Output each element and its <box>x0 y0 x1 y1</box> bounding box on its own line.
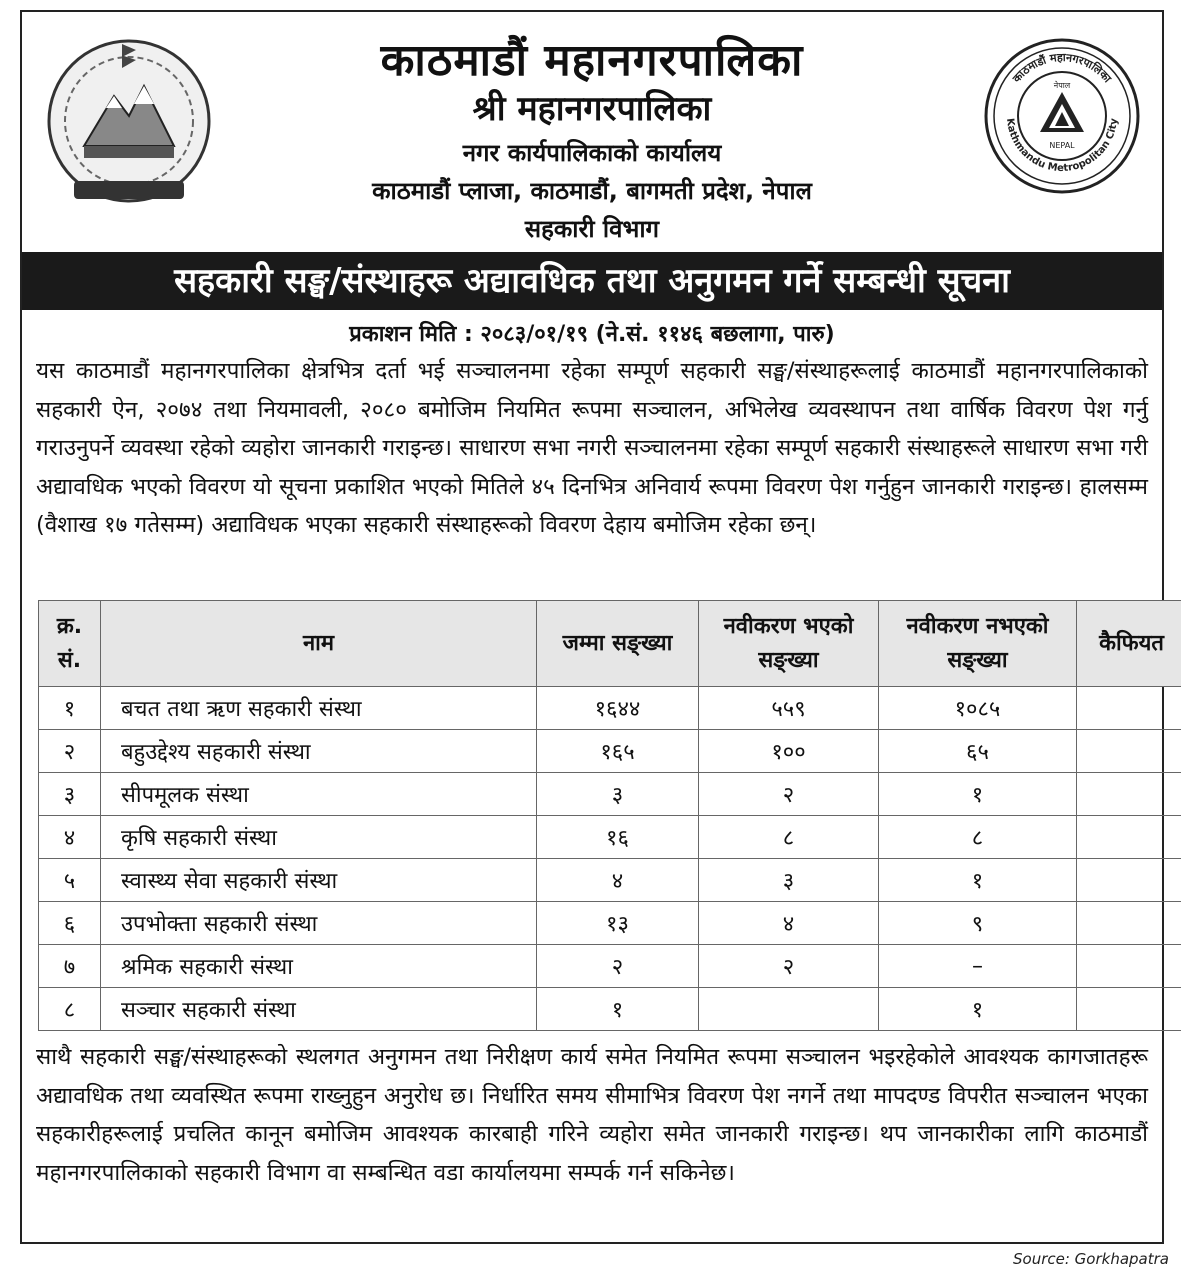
cell-remarks <box>1077 773 1181 816</box>
header-total: जम्मा सङ्ख्या <box>537 601 699 687</box>
cell-name: श्रमिक सहकारी संस्था <box>101 945 537 988</box>
cell-remarks <box>1077 816 1181 859</box>
cell-remarks <box>1077 988 1181 1031</box>
publish-date: प्रकाशन मिति : २०८३/०१/१९ (ने.सं. ११४६ बछलागा, पारु) <box>349 322 835 347</box>
cell-not-renewed: १ <box>879 988 1077 1031</box>
cell-serial: १ <box>39 687 101 730</box>
cell-not-renewed: ८ <box>879 816 1077 859</box>
cell-name: बहुउद्देश्य सहकारी संस्था <box>101 730 537 773</box>
cell-not-renewed: १ <box>879 859 1077 902</box>
cell-renewed: २ <box>699 773 879 816</box>
cell-name: बचत तथा ऋण सहकारी संस्था <box>101 687 537 730</box>
cell-name: सीपमूलक संस्था <box>101 773 537 816</box>
cell-renewed: १०० <box>699 730 879 773</box>
cell-serial: ६ <box>39 902 101 945</box>
department-name: सहकारी विभाग <box>524 215 660 243</box>
cell-total: १३ <box>537 902 699 945</box>
cell-remarks <box>1077 902 1181 945</box>
cell-remarks <box>1077 730 1181 773</box>
cell-serial: ४ <box>39 816 101 859</box>
header-not-renewed: नवीकरण नभएको सङ्ख्या <box>879 601 1077 687</box>
header-serial: क्र. सं. <box>39 601 101 687</box>
cell-serial: ३ <box>39 773 101 816</box>
notice-frame <box>20 10 1164 1244</box>
svg-text:काठमाडौं महानगरपालिका: काठमाडौं महानगरपालिका <box>1010 50 1114 86</box>
cell-total: १ <box>537 988 699 1031</box>
cell-total: १६ <box>537 816 699 859</box>
nepal-government-emblem-icon <box>44 26 214 216</box>
table-row <box>39 730 1181 773</box>
table-row <box>39 773 1181 816</box>
cell-renewed: ३ <box>699 859 879 902</box>
cell-name: स्वास्थ्य सेवा सहकारी संस्था <box>101 859 537 902</box>
cooperative-summary-table <box>38 600 1181 1031</box>
cell-renewed: ८ <box>699 816 879 859</box>
cell-serial: ५ <box>39 859 101 902</box>
municipality-title: काठमाडौं महानगरपालिका <box>380 35 804 86</box>
cell-remarks <box>1077 945 1181 988</box>
cell-remarks <box>1077 859 1181 902</box>
cell-total: १६४४ <box>537 687 699 730</box>
cell-not-renewed: १ <box>879 773 1077 816</box>
svg-text:Kathmandu Metropolitan City: Kathmandu Metropolitan City <box>1003 117 1121 175</box>
notice-header <box>22 12 1162 252</box>
cell-total: २ <box>537 945 699 988</box>
cell-name: सञ्चार सहकारी संस्था <box>101 988 537 1031</box>
cell-renewed: ५५९ <box>699 687 879 730</box>
header-remarks: कैफियत <box>1077 601 1181 687</box>
cell-not-renewed: – <box>879 945 1077 988</box>
cell-name: उपभोक्ता सहकारी संस्था <box>101 902 537 945</box>
kathmandu-metropolitan-seal-icon <box>982 36 1142 196</box>
cell-not-renewed: ९ <box>879 902 1077 945</box>
table-header-row <box>39 601 1181 687</box>
header-name: नाम <box>101 601 537 687</box>
notice-paragraph-intro: यस काठमाडौं महानगरपालिका क्षेत्रभित्र दर्ता भई सञ्चालनमा रहेका सम्पूर्ण सहकारी सङ्घ/संस्थाहरूलाई काठमाडौं महानगरपालिकाको सहकारी ऐन, २०७४ तथा नियमावली, २०८० बमोजिम नियमित रूपमा सञ्चालन, अभिलेख व्यवस्थापन तथा वार्षिक विवरण पेश गर्नु गराउनुपर्ने व्यवस्था रहेको व्यहोरा जानकारी गराइन्छ। साधारण सभा नगरी सञ्चालनमा रहेका सम्पूर्ण सहकारी संस्थाहरूले साधारण सभा गरी अद्यावधिक भएको विवरण यो सूचना प्रकाशित भएको मितिले ४५ दिनभित्र अनिवार्य रूपमा विवरण पेश गर्नुहुन जानकारी गराइन्छ। हालसम्म (वैशाख १७ गतेसम्म) अद्याविधक भएका सहकारी संस्थाहरूको विवरण देहाय बमोजिम रहेका छन्। <box>36 358 1148 538</box>
cell-total: ३ <box>537 773 699 816</box>
cell-renewed <box>699 988 879 1031</box>
cell-renewed: २ <box>699 945 879 988</box>
cell-serial: २ <box>39 730 101 773</box>
table-row <box>39 945 1181 988</box>
office-address: काठमाडौं प्लाजा, काठमाडौं, बागमती प्रदेश, नेपाल <box>372 177 812 205</box>
cell-serial: ७ <box>39 945 101 988</box>
source-credit: Source: Gorkhapatra <box>1013 1250 1169 1268</box>
cell-name: कृषि सहकारी संस्था <box>101 816 537 859</box>
svg-text:नेपाल: नेपाल <box>1053 81 1071 90</box>
office-name: नगर कार्यपालिकाको कार्यालय <box>462 139 722 167</box>
cell-total: १६५ <box>537 730 699 773</box>
cell-not-renewed: १०८५ <box>879 687 1077 730</box>
table-row <box>39 816 1181 859</box>
table-row <box>39 687 1181 730</box>
stylized-subtitle: श्री महानगरपालिका <box>472 89 712 129</box>
cell-not-renewed: ६५ <box>879 730 1077 773</box>
notice-paragraph-closing: साथै सहकारी सङ्घ/संस्थाहरूको स्थलगत अनुगमन तथा निरीक्षण कार्य समेत नियमित रूपमा सञ्चालन भइरहेकोले आवश्यक कागजातहरू अद्यावधिक तथा व्यवस्थित रूपमा राख्नुहुन अनुरोध छ। निर्धारित समय सीमाभित्र विवरण पेश नगर्ने तथा मापदण्ड विपरीत सञ्चालन भएका सहकारीहरूलाई प्रचलित कानून बमोजिम आवश्यक कारबाही गरिने व्यहोरा समेत जानकारी गराइन्छ। थप जानकारीका लागि काठमाडौं महानगरपालिकाको सहकारी विभाग वा सम्बन्धित वडा कार्यालयमा सम्पर्क गर्न सकिनेछ। <box>36 1044 1148 1186</box>
table-row <box>39 988 1181 1031</box>
cell-total: ४ <box>537 859 699 902</box>
table-row <box>39 902 1181 945</box>
notice-banner-title: सहकारी सङ्घ/संस्थाहरू अद्यावधिक तथा अनुगमन गर्ने सम्बन्धी सूचना <box>22 252 1162 310</box>
cell-remarks <box>1077 687 1181 730</box>
cell-serial: ८ <box>39 988 101 1031</box>
header-renewed: नवीकरण भएको सङ्ख्या <box>699 601 879 687</box>
cell-renewed: ४ <box>699 902 879 945</box>
table-row <box>39 859 1181 902</box>
svg-text:NEPAL: NEPAL <box>1049 141 1075 150</box>
